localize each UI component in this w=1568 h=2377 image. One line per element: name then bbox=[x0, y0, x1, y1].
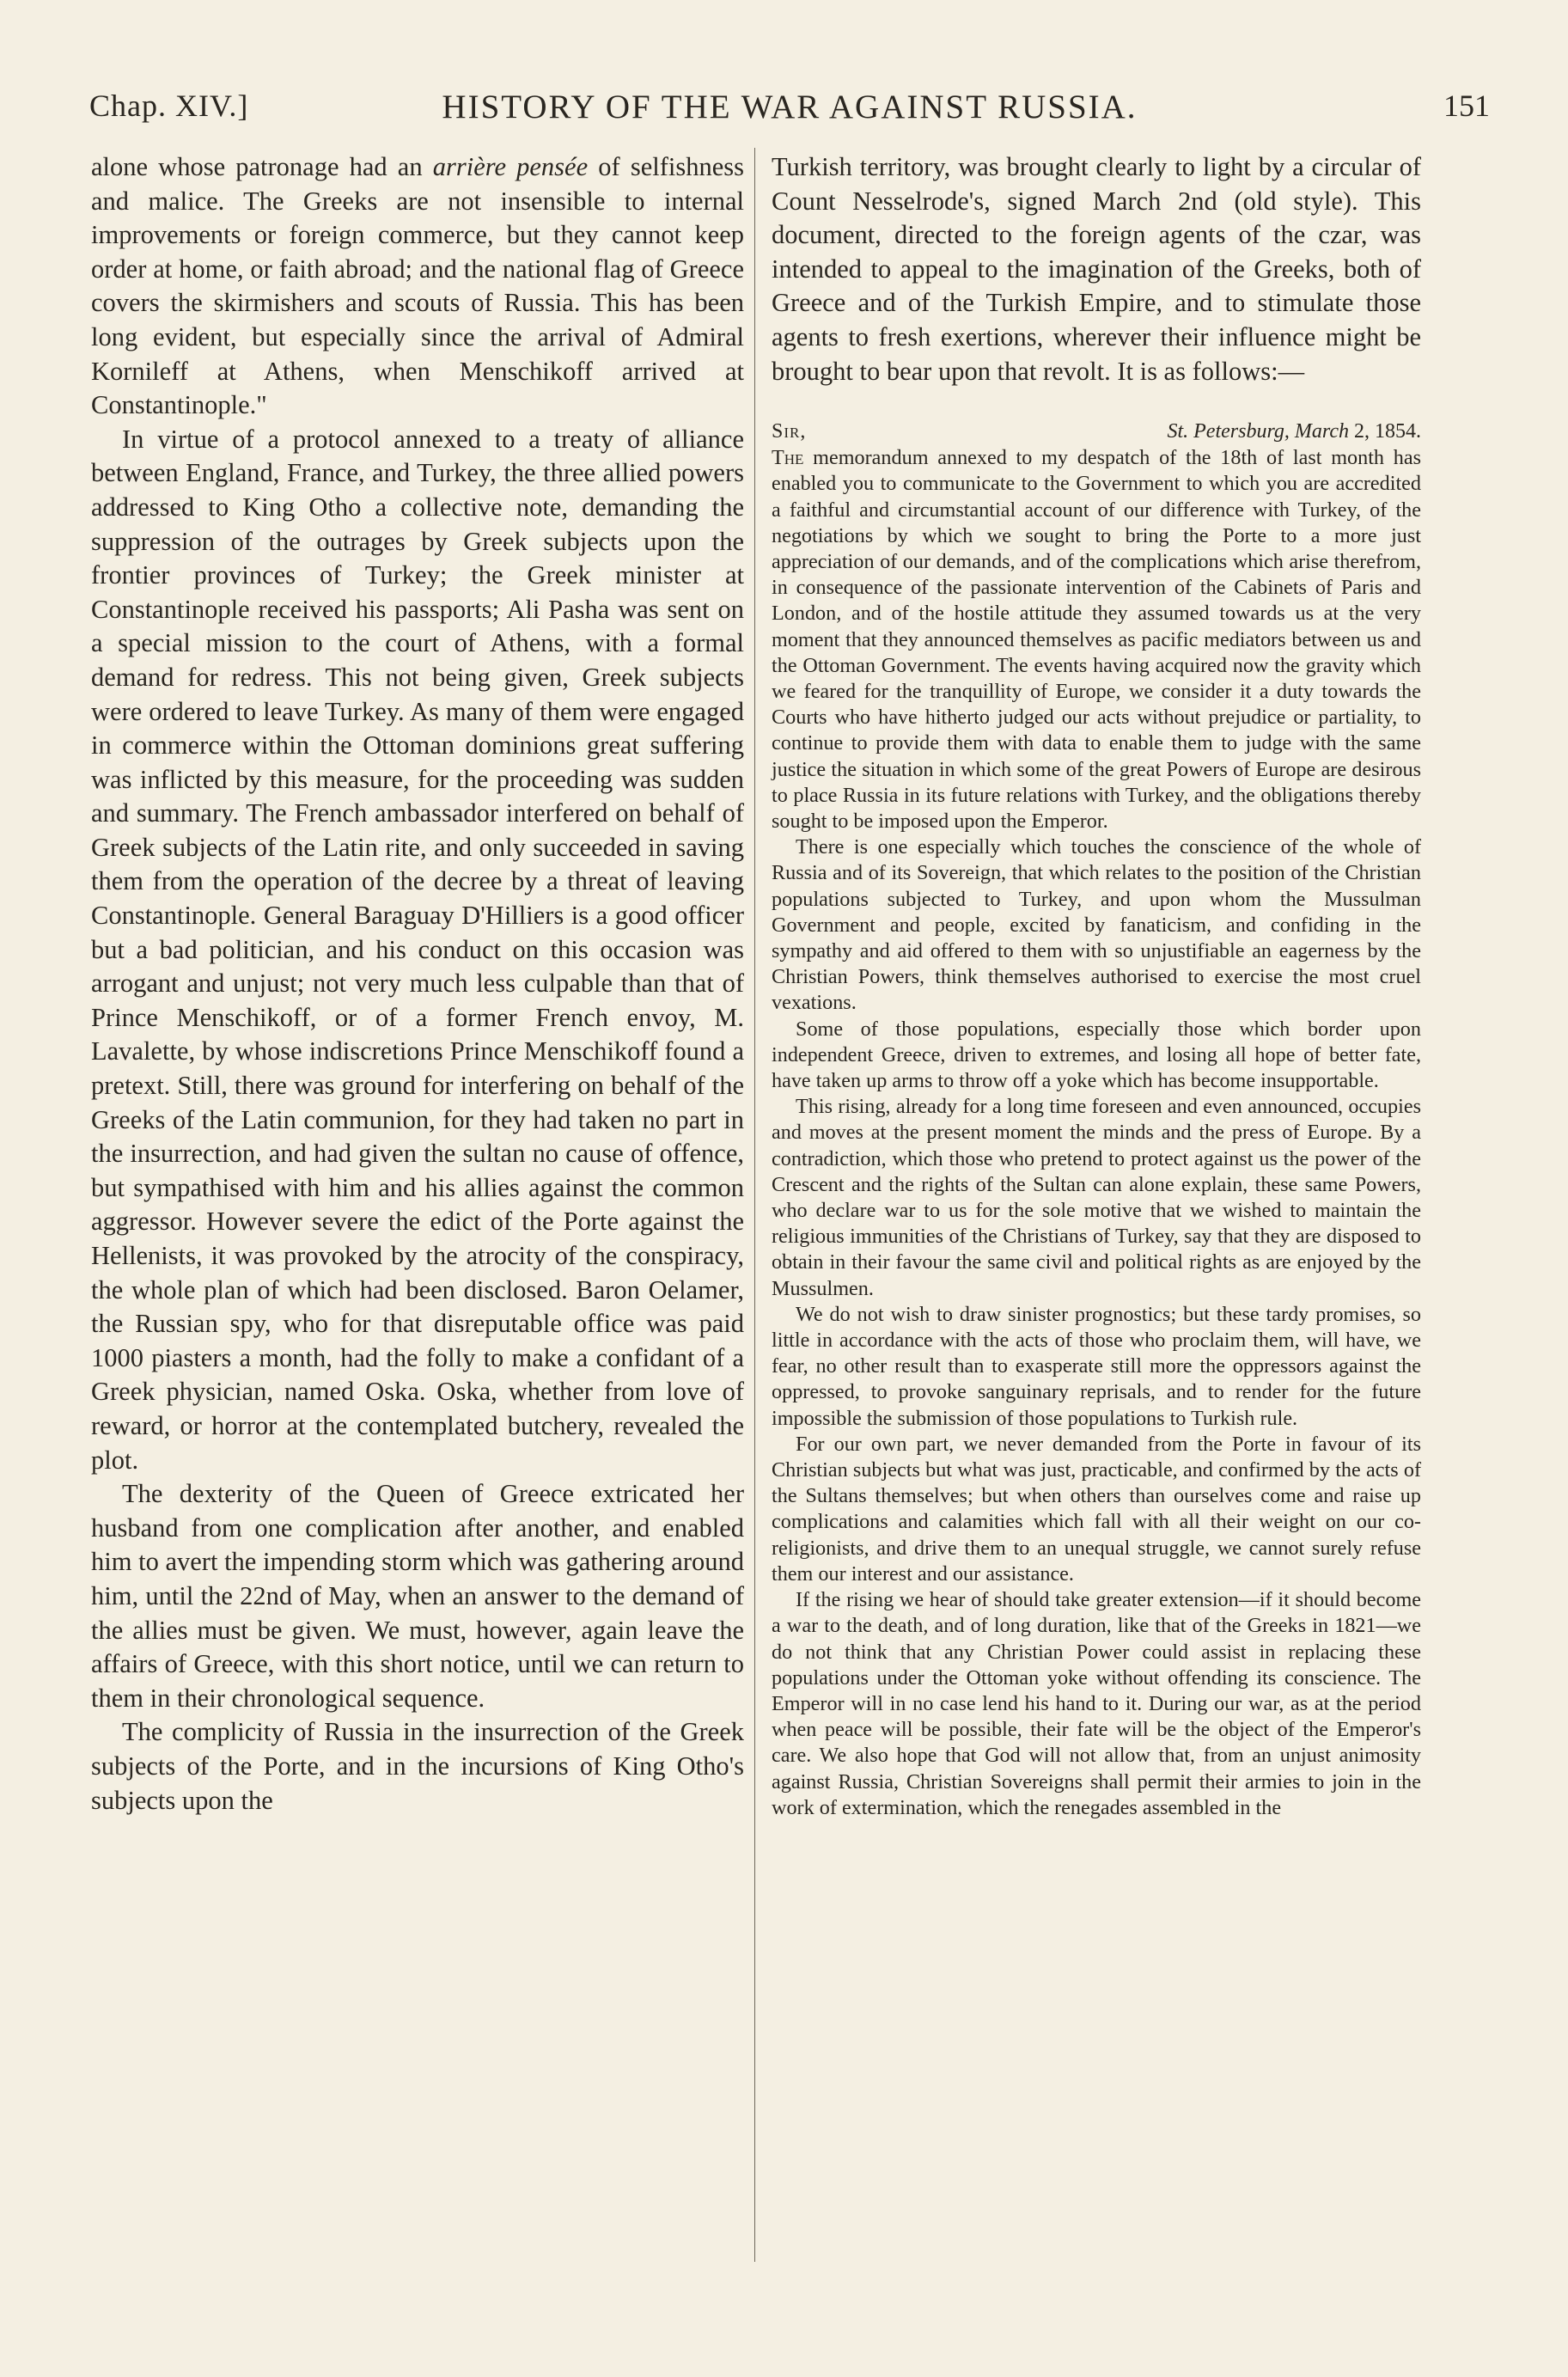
letter-body bbox=[772, 445, 1421, 1821]
paragraph-protocol: In virtue of a protocol annexed to a treaty of alliance between England, France, and Turkey, the three allied powers addressed to King Otho a collective note, demanding the suppression of the outrages by Greek subjects upon the frontier provinces of Turkey; the Greek minister at Constantinople received his passports; Ali Pasha was sent on a special mission to the court of Athens, with a formal demand for redress. This not being given, Greek subjects were ordered to leave Turkey. As many of them were engaged in commerce within the Ottoman dominions great suffering was inflicted by this measure, for the proceeding was sudden and summary. The French ambassador interfered on behalf of Greek subjects of the Latin rite, and only succeeded in saving them from the operation of the decree by a threat of leaving Constantinople. General Baraguay D'Hilliers is a good officer but a bad politician, and his conduct on this occasion was arrogant and unjust; not very much less culpable than that of Prince Menschikoff, or of a former French envoy, M. Lavalette, by whose indiscretions Prince Menschikoff found a pretext. Still, there was ground for interfering on behalf of the Greeks of the Latin communion, for they had taken no part in the insurrection, and had given the sultan no cause of offence, but sympathised with him and his allies against the common aggressor. However severe the edict of the Porte against the Hellenists, it was provoked by the atrocity of the conspiracy, the whole plan of which had been disclosed. Baron Oelamer, the Russian spy, who for that disreputable office was paid 1000 piasters a month, had the folly to make a confidant of a Greek physician, named Oska. Oska, whether from love of reward, or horror at the contemplated butchery, revealed the plot. bbox=[91, 424, 744, 1475]
italic-phrase: arrière pensée bbox=[432, 152, 589, 181]
letter-paragraph: If the rising we hear of should take greater extension—if it should become a war to the death, and of long duration, like that of the Greeks in 1821—we do not think that any Christian Power could assist in replacing these populations under the Ottoman yoke without offending its conscience. The Emperor will in no case lend his hand to it. During our war, as at the period when peace will be possible, their fate will be the object of the Emperor's care. We also hope that God will not allow that, from an unjust animosity against Russia, Christian Sovereigns shall permit their armies to join in the work of extermination, which the renegades assembled in the bbox=[772, 1588, 1421, 1819]
column-divider bbox=[754, 148, 755, 2262]
left-column bbox=[91, 150, 744, 1818]
letter-heading bbox=[772, 418, 1421, 445]
letter-paragraph: The memorandum annexed to my despatch of the 18th of last month has enabled you to communicate to the Government to which you are accredited a faithful and circumstantial account of our difference with Turkey, of the negotiations by which we sought to bring the Porte to a more just appreciation of our demands, and of the complications which arise therefrom, in consequence of the passionate intervention of the Cabinets of Paris and London, and of the hostile attitude they assumed towards us at the very moment that they announced themselves as pacific mediators between us and the Ottoman Government. The events having acquired now the gravity which we feared for the tranquillity of Europe, we consider it a duty towards the Courts who have hitherto judged our acts without prejudice or partiality, to continue to provide them with data to enable them to judge with the same justice the situation in which some of the great Powers of Europe are desirous to place Russia in its future relations with Turkey, and the obligations thereby sought to be imposed upon the Emperor. bbox=[772, 446, 1421, 833]
letter-paragraph: We do not wish to draw sinister prognostics; but these tardy promises, so little in accordance with the acts of those who proclaim them, will have, we fear, no other result than to exasperate still more the oppressors against the oppressed, to provoke sanguinary reprisals, and to render for the future impossible the submission of those populations to Turkish rule. bbox=[772, 1302, 1421, 1430]
paragraph-queen-of-greece: The dexterity of the Queen of Greece extricated her husband from one complication after another, and enabled him to avert the impending storm which was gathering around him, until the 22nd of May, when an answer to the demand of the allies must be given. We must, however, again leave the affairs of Greece, with this short notice, until we can return to them in their chronological sequence. bbox=[91, 1479, 744, 1713]
paragraph-continuation: alone whose patronage had an arrière pensée of selfishness and malice. The Greeks are not insensible to internal improvements or foreign commerce, but they cannot keep order at home, or faith abroad; and the national flag of Greece covers the skirmishers and scouts of Russia. This has been long evident, but especially since the arrival of Admiral Kornileff at Athens, when Menschikoff arrived at Constantinople." bbox=[91, 152, 744, 420]
letter-paragraph: Some of those populations, especially those which border upon independent Greece, driven to extremes, and losing all hope of better fate, have taken up arms to throw off a yoke which has become insupportable. bbox=[772, 1017, 1421, 1093]
letter-date: St. Petersburg, March 2, 1854. bbox=[1167, 420, 1421, 443]
right-column bbox=[772, 150, 1421, 1821]
paragraph-circular-intro: Turkish territory, was brought clearly to light by a circular of Count Nesselrode's, signed March 2nd (old style). This document, directed to the foreign agents of the czar, was intended to appeal to the imagination of the Greeks, both of Greece and of the Turkish Empire, and to stimulate those agents to fresh exertions, wherever their influence might be brought to bear upon that revolt. It is as follows:— bbox=[772, 152, 1421, 386]
letter-paragraph: This rising, already for a long time foreseen and even announced, occupies and moves at the present moment the minds and the press of Europe. By a contradiction, which those who pretend to protect against us the power of the Crescent and the rights of the Sultan can alone explain, these same Powers, who declare war to us for the sole motive that we wished to maintain the religious immunities of the Christians of Turkey, say that they are disposed to obtain in their favour the same civil and political rights as are enjoyed by the Mussulmen. bbox=[772, 1095, 1421, 1300]
page-number: 151 bbox=[1443, 89, 1490, 123]
letter-paragraph: For our own part, we never demanded from the Porte in favour of its Christian subjects but what was just, practicable, and confirmed by the acts of the Sultans themselves; but when others than ourselves come and raise up complications and calamities which fall with all their weight on our co-religionists, and drive them to an unequal struggle, we cannot surely refuse them our interest and our assistance. bbox=[772, 1432, 1421, 1586]
letter-salutation: Sir, bbox=[772, 420, 807, 443]
running-title: HISTORY OF THE WAR AGAINST RUSSIA. bbox=[442, 89, 1138, 125]
paragraph-complicity: The complicity of Russia in the insurrection of the Greek subjects of the Porte, and in the incursions of King Otho's subjects upon the bbox=[91, 1717, 744, 1815]
chapter-label: Chap. XIV.] bbox=[89, 89, 249, 123]
letter-paragraph: There is one especially which touches the conscience of the whole of Russia and of its Sovereign, that which relates to the position of the Christian populations subjected to Turkey, and upon whom the Mussulman Government and people, excited by fanaticism, and confiding in the sympathy and aid offered to them with so unjustifiable an eagerness by the Christian Powers, think themselves authorised to exercise the most cruel vexations. bbox=[772, 835, 1421, 1015]
page-header bbox=[89, 82, 1490, 131]
